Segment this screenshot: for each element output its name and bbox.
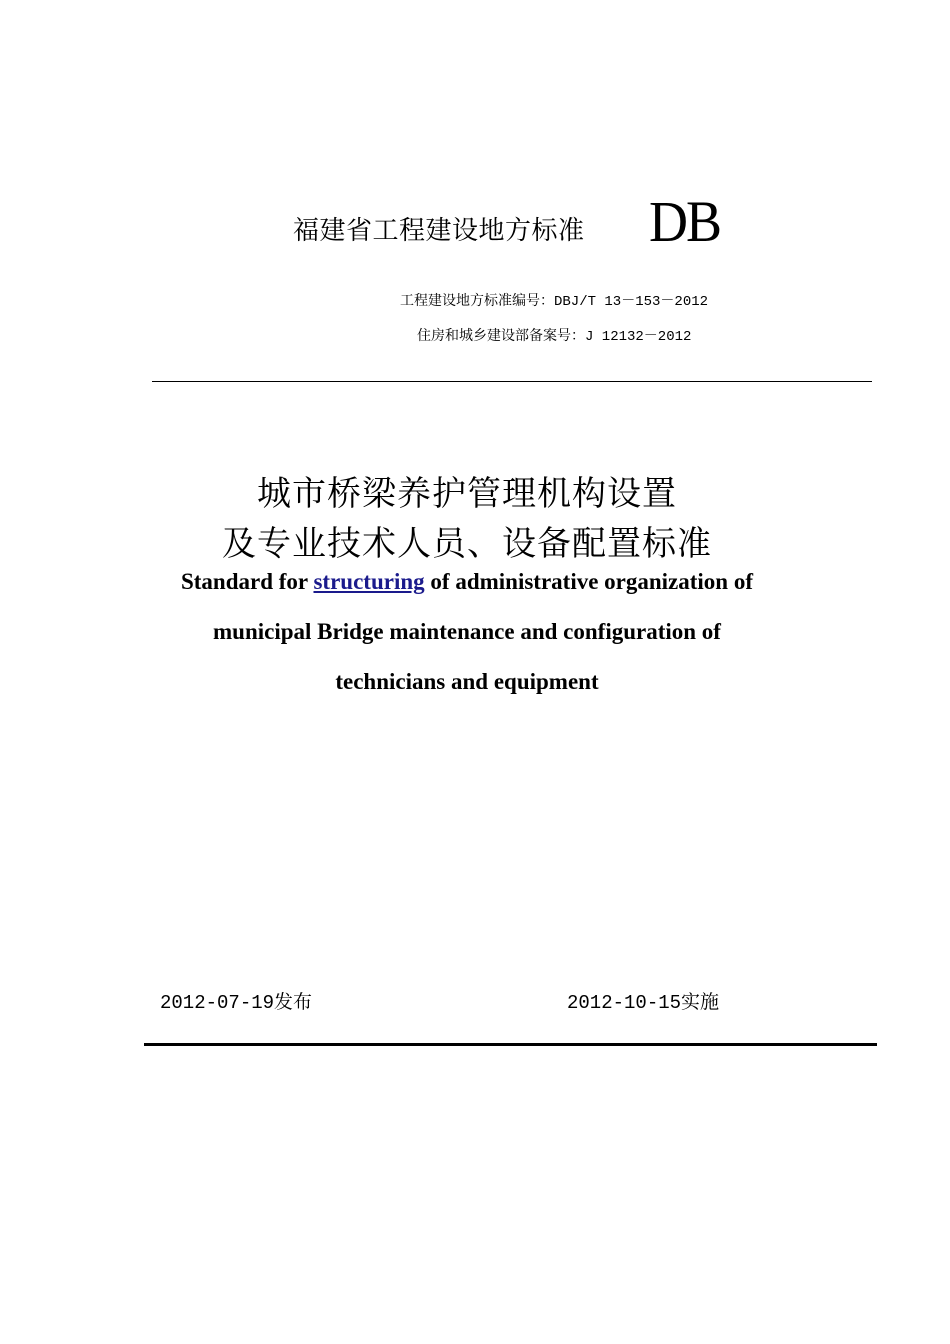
header-divider xyxy=(152,381,872,382)
standard-code-line xyxy=(400,290,708,310)
effective-date-value: 2012-10-15 xyxy=(567,992,682,1014)
footer-divider xyxy=(144,1043,877,1046)
structuring-link[interactable]: structuring xyxy=(313,569,425,594)
standard-type-mark: DB xyxy=(649,189,721,254)
publish-label: 发布 xyxy=(274,991,313,1013)
record-number-value: J 12132－2012 xyxy=(585,329,692,345)
effective-label: 实施 xyxy=(681,991,720,1013)
title-cn-line-2: 及专业技术人员、设备配置标准 xyxy=(222,524,712,564)
publish-date xyxy=(160,987,312,1014)
record-number-line xyxy=(417,325,691,345)
standard-code-value: DBJ/T 13－153－2012 xyxy=(554,294,709,310)
title-en-suffix: of administrative organization of xyxy=(424,569,754,594)
effective-date xyxy=(567,987,719,1014)
publish-date-value: 2012-07-19 xyxy=(160,992,275,1014)
title-en-line-1 xyxy=(0,569,942,595)
record-number-label: 住房和城乡建设部备案号： xyxy=(417,328,585,344)
title-en-prefix: Standard for xyxy=(180,569,314,594)
standard-category: 福建省工程建设地方标准 xyxy=(293,216,585,246)
standard-code-label: 工程建设地方标准编号： xyxy=(400,293,554,309)
title-en-line-2: municipal Bridge maintenance and configuration of xyxy=(213,619,721,644)
title-en-line-3: technicians and equipment xyxy=(335,669,599,694)
title-cn-line-1: 城市桥梁养护管理机构设置 xyxy=(257,474,677,514)
